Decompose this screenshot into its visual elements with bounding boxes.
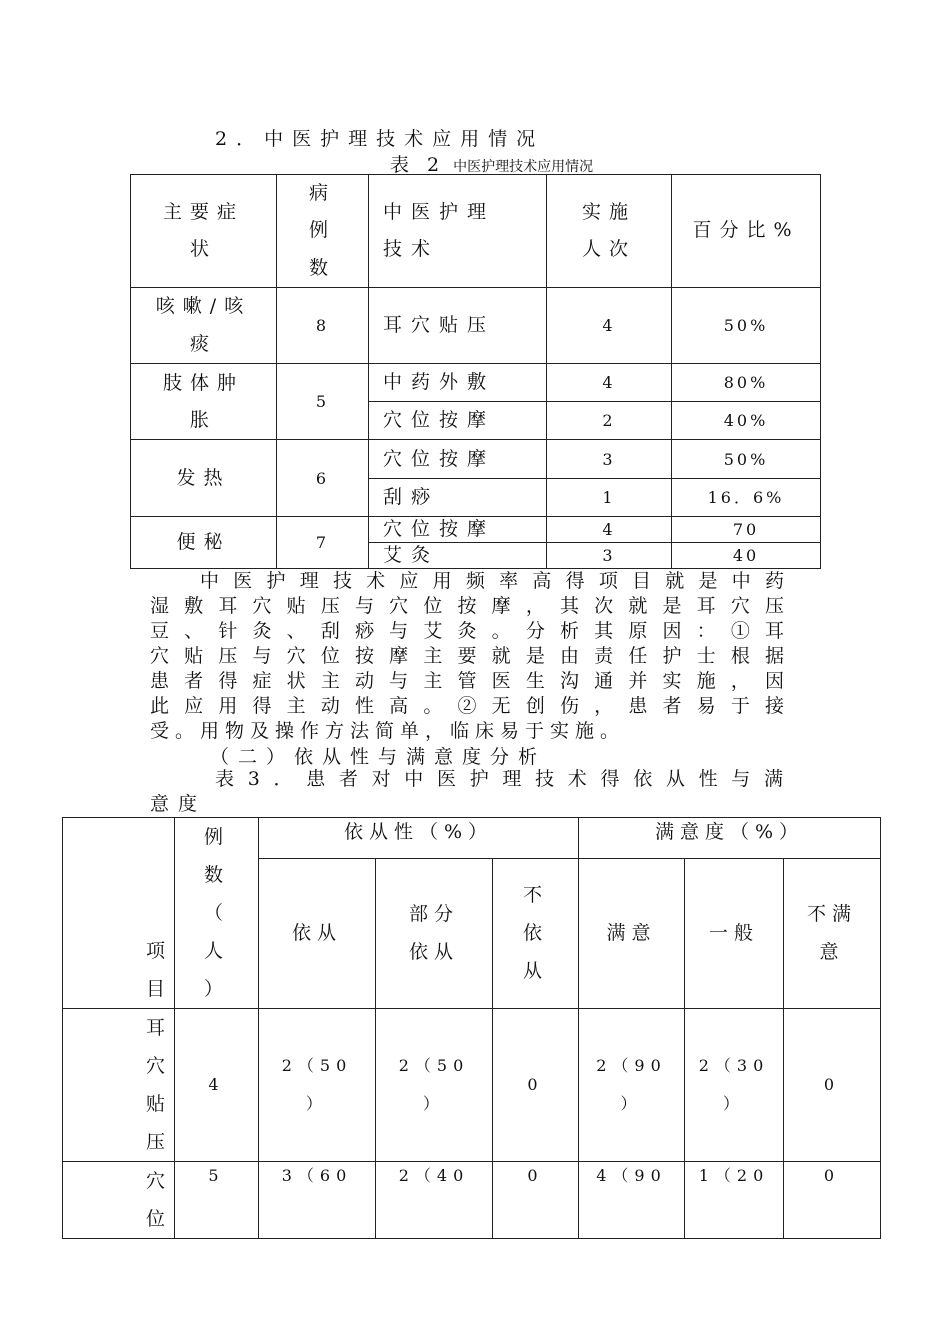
paragraph-line: 湿敷耳穴贴压与穴位按摩，其次就是耳穴压	[150, 595, 790, 617]
paragraph-line: 中医护理技术应用频率高得项目就是中药	[200, 570, 790, 592]
table3-caption-line: 表3．患者对中医护理技术得依从性与满	[215, 768, 790, 790]
table2-header-row	[131, 175, 821, 288]
header-symptom: 主要症 状	[131, 175, 277, 288]
times-cell: 3	[547, 440, 672, 479]
partial-cell: 2（50 ）	[376, 1009, 493, 1162]
technique-cell: 穴位按摩	[369, 402, 547, 440]
times-cell: 4	[547, 517, 672, 543]
average-cell: 2（30 ）	[685, 1009, 784, 1162]
item-cell: 穴 位	[63, 1162, 175, 1239]
table-row	[131, 440, 821, 479]
cases-cell: 6	[277, 440, 369, 517]
cases-cell: 5	[277, 364, 369, 440]
percent-cell: 80%	[672, 364, 821, 402]
table2	[130, 174, 821, 569]
percent-cell: 50%	[672, 440, 821, 479]
percent-cell: 40%	[672, 402, 821, 440]
paragraph-line: 此应用得主动性高。②无创伤，患者易于接	[150, 695, 790, 717]
table2-caption-title: 中医护理技术应用情况	[453, 159, 594, 175]
item-cell: 耳 穴 贴 压	[63, 1009, 175, 1162]
technique-cell: 艾灸	[369, 543, 547, 569]
header-technique: 中医护理 技术	[369, 175, 547, 288]
comply-cell: 3（60	[259, 1162, 376, 1239]
technique-cell: 刮痧	[369, 479, 547, 517]
header-satisfied: 满意	[579, 858, 685, 1008]
unsatisfied-cell: 0	[784, 1009, 881, 1162]
header-percent: 百分比%	[672, 175, 821, 288]
table3	[62, 817, 881, 1239]
technique-cell: 穴位按摩	[369, 440, 547, 479]
percent-cell: 50%	[672, 288, 821, 364]
header-comply: 依从	[259, 858, 376, 1008]
paragraph-line: 患者得症状主动与主管医生沟通并实施，因	[150, 670, 790, 692]
times-cell: 4	[547, 364, 672, 402]
table3-caption	[150, 767, 790, 817]
header-times: 实施 人次	[547, 175, 672, 288]
times-cell: 4	[547, 288, 672, 364]
percent-cell: 16．6%	[672, 479, 821, 517]
table3-header-row	[63, 818, 881, 859]
paragraph-line: 受。用物及操作方法简单，临床易于实施。	[150, 720, 626, 742]
times-cell: 1	[547, 479, 672, 517]
comply-cell: 2（50 ）	[259, 1009, 376, 1162]
analysis-paragraph	[150, 569, 790, 744]
times-cell: 3	[547, 543, 672, 569]
table2-caption-label: 表 2	[390, 154, 446, 176]
symptom-cell: 便秘	[131, 517, 277, 569]
symptom-cell: 咳嗽/咳 痰	[131, 288, 277, 364]
table-row	[131, 517, 821, 543]
symptom-cell: 发热	[131, 440, 277, 517]
technique-cell: 穴位按摩	[369, 517, 547, 543]
header-compliance-group: 依从性（%）	[259, 818, 579, 859]
percent-cell: 70	[672, 517, 821, 543]
cases-cell: 8	[277, 288, 369, 364]
partial-cell: 2（40	[376, 1162, 493, 1239]
technique-cell: 耳穴贴压	[369, 288, 547, 364]
noncomply-cell: 0	[493, 1009, 579, 1162]
table-row	[63, 1162, 881, 1239]
cases-cell: 5	[175, 1162, 259, 1239]
table-row	[131, 288, 821, 364]
header-average: 一般	[685, 858, 784, 1008]
header-item: 项 目	[63, 818, 175, 1009]
unsatisfied-cell: 0	[784, 1162, 881, 1239]
times-cell: 2	[547, 402, 672, 440]
table3-caption-line: 意度	[150, 793, 207, 815]
table2-caption	[390, 150, 593, 177]
percent-cell: 40	[672, 543, 821, 569]
cases-cell: 7	[277, 517, 369, 569]
header-satisfaction-group: 满意度（%）	[579, 818, 881, 859]
subheading: （二）依从性与满意度分析	[210, 746, 547, 768]
satisfied-cell: 4（90	[579, 1162, 685, 1239]
header-cases: 例 数 （ 人 ）	[175, 818, 259, 1009]
cases-cell: 4	[175, 1009, 259, 1162]
header-cases: 病 例 数	[277, 175, 369, 288]
technique-cell: 中药外敷	[369, 364, 547, 402]
header-noncomply: 不 依 从	[493, 858, 579, 1008]
symptom-cell: 肢体肿 胀	[131, 364, 277, 440]
satisfied-cell: 2（90 ）	[579, 1009, 685, 1162]
table-row	[63, 1009, 881, 1162]
header-partial: 部分 依从	[376, 858, 493, 1008]
paragraph-line: 豆、针灸、刮痧与艾灸。分析其原因：①耳	[150, 620, 790, 642]
section-heading: 2．中医护理技术应用情况	[215, 128, 545, 150]
noncomply-cell: 0	[493, 1162, 579, 1239]
paragraph-line: 穴贴压与穴位按摩主要就是由责任护士根据	[150, 645, 790, 667]
header-unsatisfied: 不满 意	[784, 858, 881, 1008]
table-row	[131, 364, 821, 402]
average-cell: 1（20	[685, 1162, 784, 1239]
